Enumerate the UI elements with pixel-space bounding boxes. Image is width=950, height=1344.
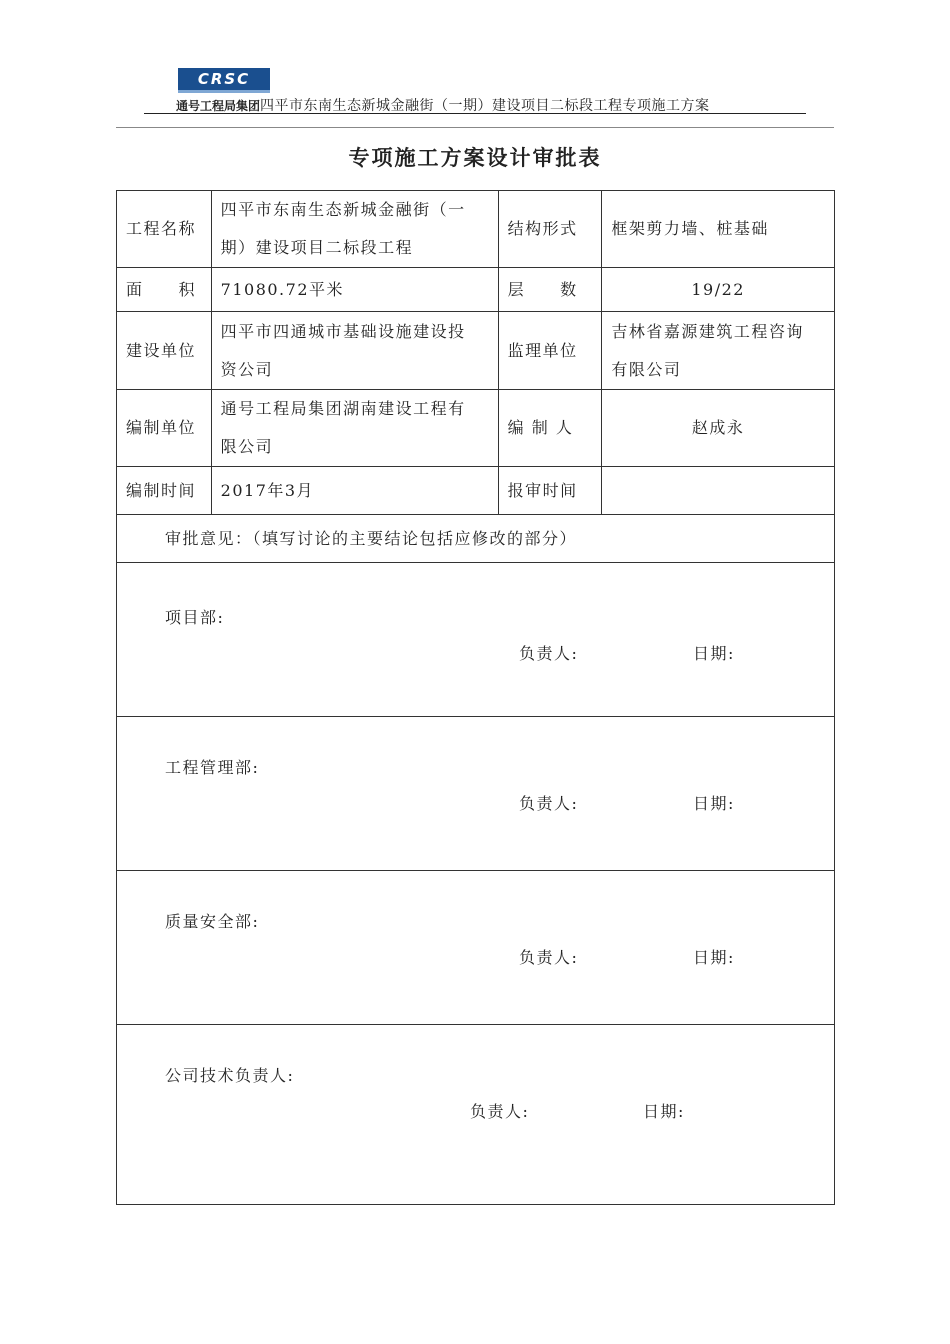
- table-row: [117, 1025, 835, 1205]
- compiler-unit-line: 限公司: [220, 437, 274, 456]
- project-name-value: [211, 191, 498, 268]
- date-label: 日期:: [643, 1102, 685, 1121]
- compiler-label: 编 制 人: [498, 390, 602, 467]
- review-time-label: 报审时间: [498, 467, 602, 515]
- table-row: [117, 467, 835, 515]
- section-tech-head: [117, 1025, 835, 1205]
- page-rule: [116, 127, 834, 128]
- document-header: [176, 95, 710, 115]
- structure-label: 结构形式: [498, 191, 602, 268]
- page-title: 专项施工方案设计审批表: [348, 146, 602, 170]
- table-row: [117, 191, 835, 268]
- section-quality-safety-dept: [117, 871, 835, 1025]
- compile-time-label: 编制时间: [117, 467, 212, 515]
- review-time-value: [602, 467, 835, 515]
- floors-label: 层 数: [498, 268, 602, 312]
- builder-label: 建设单位: [117, 312, 212, 390]
- supervisor-label: 监理单位: [498, 312, 602, 390]
- opinion-label: 审批意见：（填写讨论的主要结论包括应修改的部分）: [117, 515, 835, 563]
- responsible-label: 负责人:: [519, 794, 579, 813]
- builder-line: 资公司: [220, 359, 274, 379]
- builder-value: [211, 312, 498, 390]
- supervisor-line: 有限公司: [611, 359, 682, 379]
- table-row: [117, 390, 835, 467]
- area-value: 71080.72平米: [211, 268, 498, 312]
- section-label: 工程管理部:: [165, 758, 260, 777]
- table-row: [117, 268, 835, 312]
- table-row: [117, 717, 835, 871]
- project-name-label: 工程名称: [117, 191, 212, 268]
- date-label: 日期:: [693, 948, 735, 967]
- section-label: 质量安全部:: [165, 912, 260, 931]
- compiler-unit-line: 通号工程局集团湖南建设工程有: [220, 399, 466, 418]
- table-row: [117, 312, 835, 390]
- section-project-dept: [117, 563, 835, 717]
- table-row: [117, 563, 835, 717]
- floors-value: 19/22: [602, 268, 835, 312]
- responsible-label: 负责人:: [519, 948, 579, 967]
- responsible-label: 负责人:: [519, 644, 579, 663]
- area-label: 面 积: [117, 268, 212, 312]
- supervisor-value: [602, 312, 835, 390]
- date-label: 日期:: [693, 644, 735, 663]
- crsc-logo: CRSC: [178, 68, 270, 90]
- project-name-line: 四平市东南生态新城金融街（一: [220, 200, 466, 219]
- header-underline: [144, 113, 806, 114]
- compiler-value: 赵成永: [602, 390, 835, 467]
- responsible-label: 负责人:: [470, 1102, 530, 1121]
- compiler-unit-label: 编制单位: [117, 390, 212, 467]
- project-name-line: 期）建设项目二标段工程: [220, 238, 414, 257]
- approval-form-table: [116, 190, 835, 1205]
- section-label: 项目部:: [165, 608, 225, 627]
- section-label: 公司技术负责人:: [165, 1066, 295, 1085]
- builder-line: 四平市四通城市基础设施建设投: [220, 321, 466, 341]
- header-project-title: 四平市东南生态新城金融街（一期）建设项目二标段工程专项施工方案: [260, 98, 710, 114]
- section-engineering-dept: [117, 717, 835, 871]
- table-row: [117, 515, 835, 563]
- date-label: 日期:: [693, 794, 735, 813]
- compile-time-value: 2017年3月: [211, 467, 498, 515]
- compiler-unit-value: [211, 390, 498, 467]
- header-org-name: 通号工程局集团: [176, 99, 261, 113]
- structure-value: 框架剪力墙、桩基础: [602, 191, 835, 268]
- table-row: [117, 871, 835, 1025]
- supervisor-line: 吉林省嘉源建筑工程咨询: [611, 321, 804, 341]
- logo-stripe: [178, 90, 270, 93]
